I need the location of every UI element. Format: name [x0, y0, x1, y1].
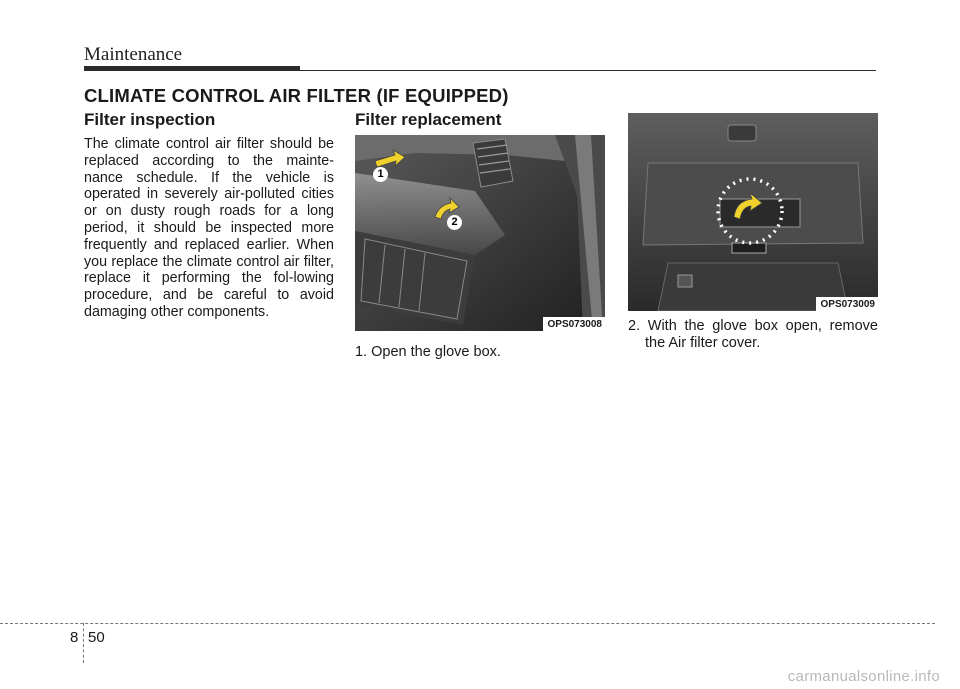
step-1-text: 1. Open the glove box.	[355, 344, 501, 360]
filter-replacement-heading: Filter replacement	[355, 110, 502, 129]
header-rule-thin	[300, 70, 876, 71]
step-2-text	[628, 318, 878, 352]
header-rule-thick	[84, 66, 300, 71]
glove-box-photo	[355, 135, 605, 331]
page-number: 50	[88, 629, 105, 646]
filter-inspection-body: The climate control air filter should be replaced according to the mainte-nance schedule. If the vehicle is operated in severely air-polluted cities or on dusty rough roads for a long period, it should be inspected more frequently and replaced earlier. When you replace the climate control air filter, replace it performing the fol-lowing procedure, and be careful to avoid damaging other components.	[84, 136, 334, 320]
callout-2: 2	[447, 215, 462, 230]
section-title: CLIMATE CONTROL AIR FILTER (IF EQUIPPED)	[84, 85, 509, 106]
image-code-label: OPS073009	[816, 297, 879, 311]
filter-cover-photo	[628, 113, 878, 311]
footer-divider	[0, 623, 935, 624]
page-header-title: Maintenance	[84, 44, 183, 65]
filter-inspection-heading: Filter inspection	[84, 110, 216, 129]
callout-1: 1	[373, 167, 388, 182]
footer-vertical-divider	[83, 623, 84, 663]
step-2-line: 2. With the glove box open, remove the Air filter cover.	[628, 318, 878, 351]
watermark: carmanualsonline.info	[787, 668, 940, 685]
chapter-number: 8	[70, 629, 79, 646]
image-code-label: OPS073008	[543, 317, 606, 331]
